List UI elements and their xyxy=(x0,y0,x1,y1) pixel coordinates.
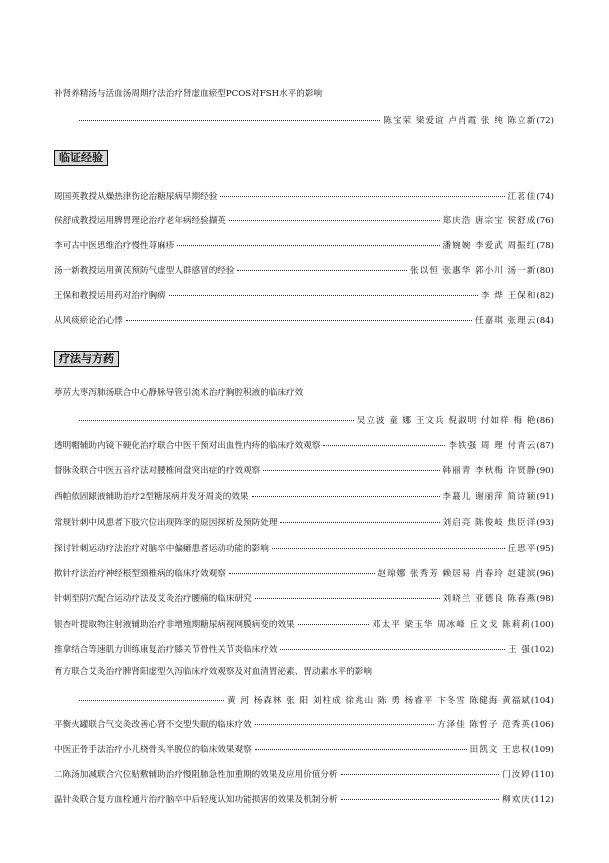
entry-authors: 王 强 xyxy=(507,645,531,655)
entry-title: 李可古中医思维治疗慢性荨麻疹 xyxy=(54,241,175,251)
toc-entry[interactable] xyxy=(54,791,554,806)
entry-title: 中医正骨手法治疗小儿桡骨头半脱位的临床效果观察 xyxy=(54,745,252,755)
toc-entry[interactable] xyxy=(54,312,554,327)
entry-authors: 张以恒 张惠华 郭小川 汤一新 xyxy=(410,266,537,276)
toc-entry[interactable] xyxy=(54,565,554,580)
entry-page: (90) xyxy=(536,466,554,476)
toc-entry[interactable] xyxy=(54,540,554,555)
entry-authors: 吴立波 童 娜 王文兵 倪淑明 付如祥 梅 艳 xyxy=(356,416,537,426)
entry-page: (76) xyxy=(536,216,554,226)
section-heading-clinical-experience: 临证经验 xyxy=(54,150,108,166)
entry-page: (93) xyxy=(536,518,554,528)
entry-title: 西帕依固龈液辅助治疗2型糖尿病并发牙周炎的效果 xyxy=(54,492,249,502)
entry-title: 周国英教授从燥热津伤论治糖尿病早期经验 xyxy=(54,192,218,202)
toc-entry[interactable] xyxy=(54,462,554,477)
entry-page: (102) xyxy=(530,645,554,655)
leader-dots xyxy=(255,739,467,750)
leader-dots xyxy=(229,563,375,574)
entry-title: 探讨针刺运动疗法治疗对脑卒中偏瘫患者运动功能的影响 xyxy=(54,544,269,554)
entry-authors: 邓太平 梁玉华 周冰峰 丘文戈 陈莉莉 xyxy=(372,620,531,630)
entry-authors: 韩丽青 李秋梅 许贤静 xyxy=(442,466,537,476)
toc-entry[interactable] xyxy=(54,388,554,427)
entry-authors: 丘思平 xyxy=(507,544,537,554)
entry-page: (112) xyxy=(530,795,554,805)
leader-dots xyxy=(229,210,440,221)
entry-page: (96) xyxy=(536,569,554,579)
entry-authors: 任嘉琪 张理云 xyxy=(475,316,537,326)
leader-dots xyxy=(263,460,439,471)
entry-page: (98) xyxy=(536,594,554,604)
toc-entry[interactable] xyxy=(54,437,554,452)
toc-entry[interactable] xyxy=(54,89,554,127)
toc-entry[interactable] xyxy=(54,287,554,302)
leader-dots xyxy=(272,538,505,549)
entry-authors: 陈宝荣 梁爱谊 卢肖霞 张 纯 陈立新 xyxy=(383,116,537,126)
leader-dots xyxy=(177,235,439,246)
toc-entry[interactable] xyxy=(54,514,554,529)
toc-entry[interactable] xyxy=(54,741,554,756)
entry-page: (74) xyxy=(536,192,554,202)
entry-authors: 方泽佳 陈哲子 范秀英 xyxy=(437,720,531,730)
leader-dots xyxy=(220,186,504,197)
entry-authors: 潘婉婉 李爱武 周振红 xyxy=(442,241,537,251)
entry-authors: 田凯文 王忠权 xyxy=(469,745,531,755)
entry-page: (100) xyxy=(530,620,554,630)
entry-page: (104) xyxy=(530,696,554,706)
toc-entry[interactable] xyxy=(54,212,554,227)
entry-page: (84) xyxy=(536,316,554,326)
entry-title: 侯舒成教授运用脾胃理论治疗老年病经验撷英 xyxy=(54,216,226,226)
entry-title: 从风痰瘀论治心悸 xyxy=(54,316,123,326)
leader-dots xyxy=(341,789,499,800)
entry-authors: 李铁强 周 理 付青云 xyxy=(448,441,537,451)
entry-authors: 李 烨 王保和 xyxy=(480,291,537,301)
leader-dots xyxy=(298,614,369,625)
entry-title: 推拿结合等速肌力训练康复治疗膝关节骨性关节炎临床疗效 xyxy=(54,645,278,655)
leader-dots xyxy=(252,486,440,497)
entry-authors: 柳欢庆 xyxy=(502,795,531,805)
entry-authors: 李蕞儿 谢丽萍 简诗颖 xyxy=(442,492,537,502)
entry-title: 温针灸联合复方血栓通片治疗脑卒中后轻度认知功能损害的效果及机制分析 xyxy=(54,795,338,805)
toc-entry[interactable] xyxy=(54,590,554,605)
entry-authors: 刘晓兰 亚德良 陈春燕 xyxy=(442,594,537,604)
toc-entry[interactable] xyxy=(54,616,554,631)
toc-entry[interactable] xyxy=(54,188,554,203)
entry-title: 银杏叶提取物注射液辅助治疗非增殖期糖尿病视网膜病变的效果 xyxy=(54,620,295,630)
entry-page: (110) xyxy=(530,770,554,780)
entry-page: (109) xyxy=(530,745,554,755)
leader-dots xyxy=(255,588,440,599)
toc-entry[interactable] xyxy=(54,488,554,503)
entry-page: (82) xyxy=(536,291,554,301)
entry-title: 常规针刺中风患者下肢穴位出现阵挛的原因探析及预防处理 xyxy=(54,518,278,528)
leader-dots xyxy=(255,714,434,725)
toc-entry[interactable] xyxy=(54,237,554,252)
entry-page: (87) xyxy=(536,441,554,451)
toc-entry[interactable] xyxy=(54,667,554,707)
entry-page: (106) xyxy=(530,720,554,730)
entry-page: (95) xyxy=(536,544,554,554)
leader-dots xyxy=(280,512,439,523)
entry-title: 平衡火罐联合气交灸改善心肾不交型失眠的临床疗效 xyxy=(54,720,252,730)
entry-title: 二陈汤加减联合穴位贴敷辅助治疗慢阻肺急性加重期的效果及应用价值分析 xyxy=(54,770,338,780)
entry-title: 针刺至阴穴配合运动疗法及艾灸治疗腰痛的临床研究 xyxy=(54,594,252,604)
section-heading-therapies-prescriptions: 疗法与方药 xyxy=(54,351,119,367)
leader-dots xyxy=(237,260,407,271)
toc-entry[interactable] xyxy=(54,766,554,781)
entry-authors: 刘启亮 陈俊岐 焦臣洋 xyxy=(442,518,537,528)
entry-page: (86) xyxy=(536,416,554,426)
entry-page: (78) xyxy=(536,241,554,251)
entry-authors: 赵琼娜 张秀芳 赖居易 肖春玲 赵建滨 xyxy=(377,569,537,579)
leader-dots xyxy=(79,110,380,121)
toc-entry[interactable] xyxy=(54,716,554,731)
leader-dots xyxy=(79,410,354,421)
entry-page: (91) xyxy=(536,492,554,502)
toc-entry[interactable] xyxy=(54,641,554,656)
entry-title: 王保和教授运用药对治疗胸痹 xyxy=(54,291,166,301)
entry-title: 督脉灸联合中医五音疗法对腰椎间盘突出症的疗效观察 xyxy=(54,466,261,476)
entry-title: 葶苈大枣泻肺汤联合中心静脉导管引流术治疗胸腔积液的临床疗效 xyxy=(54,388,304,398)
leader-dots xyxy=(126,310,472,321)
leader-dots xyxy=(341,764,499,775)
entry-authors: 黄 河 杨森林 张 阳 刘柱成 徐兆山 陈 勇 杨睿平 卞冬雪 陈健海 黄福斌 xyxy=(227,696,531,706)
entry-title: 育方联合艾灸治疗脾肾阳虚型久泻临床疗效观察及对血清胃泌素、胃动素水平的影响 xyxy=(54,667,372,677)
leader-dots xyxy=(280,639,505,650)
leader-dots xyxy=(323,435,445,446)
entry-authors: 江茗佳 xyxy=(507,192,537,202)
entry-page: (72) xyxy=(536,116,554,126)
entry-title: 透明帽辅助内镜下硬化治疗联合中医干预对出血性内痔的临床疗效观察 xyxy=(54,441,321,451)
entry-title: 汤一新教授运用黄芪预防气虚型人群感冒的经验 xyxy=(54,266,235,276)
leader-dots xyxy=(79,690,224,701)
entry-authors: 郑庆浩 唐宗宝 侯舒成 xyxy=(442,216,537,226)
entry-title: 揿针疗法治疗神经根型颈椎病的临床疗效观察 xyxy=(54,569,226,579)
leader-dots xyxy=(169,285,478,296)
toc-entry[interactable] xyxy=(54,262,554,277)
entry-page: (80) xyxy=(536,266,554,276)
entry-authors: 门汝婷 xyxy=(502,770,531,780)
entry-title: 补肾养精汤与活血汤周期疗法治疗肾虚血瘀型PCOS对FSH水平的影响 xyxy=(54,89,323,99)
